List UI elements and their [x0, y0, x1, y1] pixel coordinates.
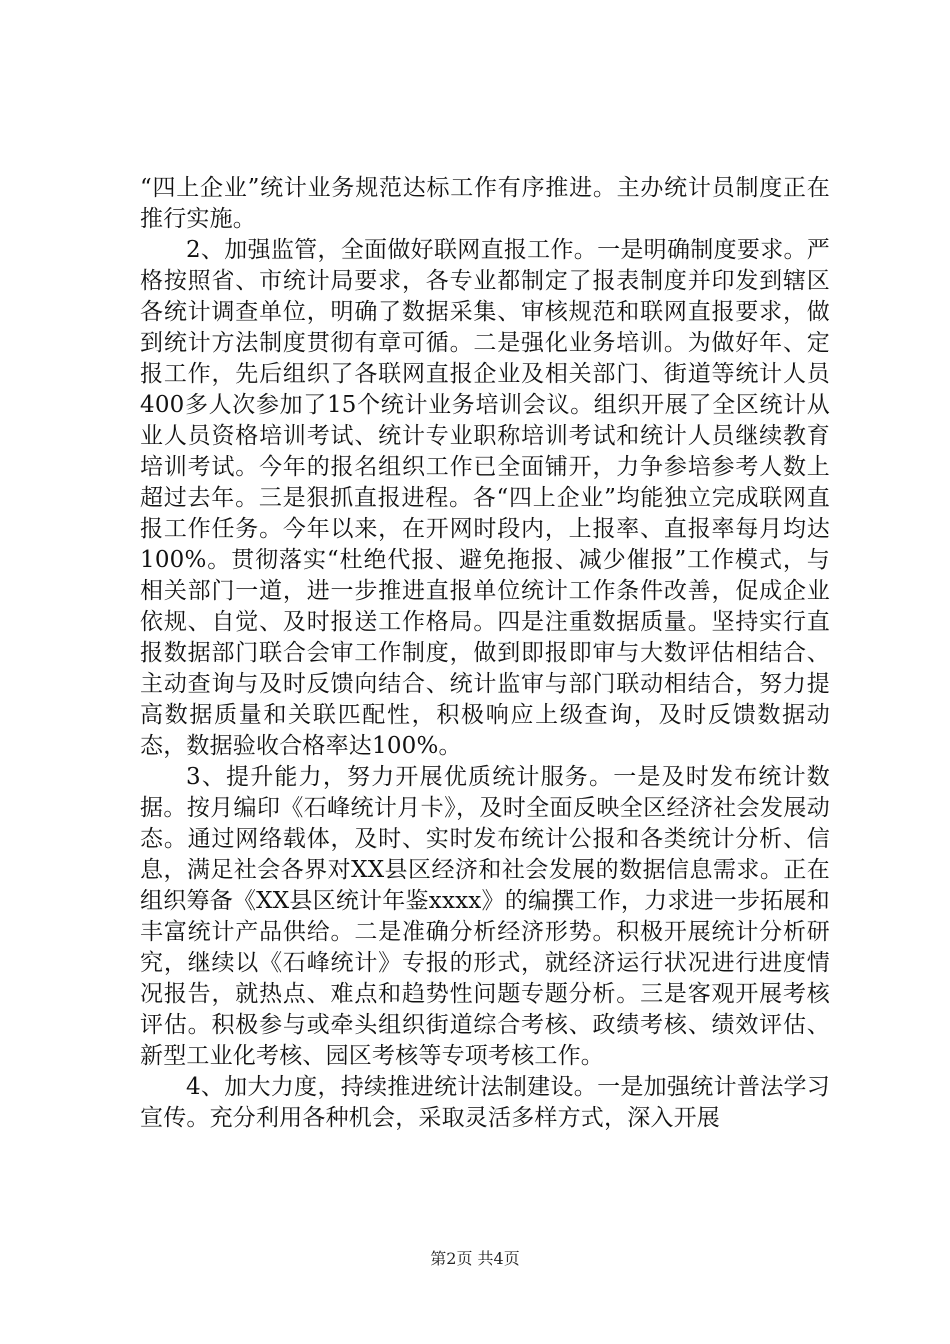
paragraph-section-2: 2、加强监管，全面做好联网直报工作。一是明确制度要求。严格按照省、市统计局要求，各专业都制定了报表制度并印发到辖区各统计调查单位，明确了数据采集、审核规范和联网直报要求，做到统计方法制度贯彻有章可循。二是强化业务培训。为做好年、定报工作，先后组织了各联网直报企业及相关部门、街道等统计人员400多人次参加了15个统计业务培训会议。组织开展了全区统计从业人员资格培训考试、统计专业职称培训考试和统计人员继续教育培训考试。今年的报名组织工作已全面铺开，力争参培参考人数上超过去年。三是狠抓直报进程。各“四上企业”均能独立完成联网直报工作任务。今年以来，在开网时段内，上报率、直报率每月均达100%。贯彻落实“杜绝代报、避免拖报、减少催报”工作模式，与相关部门一道，进一步推进直报单位统计工作条件改善，促成企业依规、自觉、及时报送工作格局。四是注重数据质量。坚持实行直报数据部门联合会审工作制度，做到即报即审与大数评估相结合、主动查询与及时反馈向结合、统计监审与部门联动相结合，努力提高数据质量和关联匹配性，积极响应上级查询，及时反馈数据动态，数据验收合格率达100%。	[140, 237, 830, 759]
document-body	[140, 173, 830, 1134]
page-number-footer: 第2页 共4页	[430, 1249, 520, 1268]
paragraph-section-3: 3、提升能力，努力开展优质统计服务。一是及时发布统计数据。按月编印《石峰统计月卡》，及时全面反映全区经济社会发展动态。通过网络载体，及时、实时发布统计公报和各类统计分析、信息，满足社会各界对XX县区经济和社会发展的数据信息需求。正在组织筹备《XX县区统计年鉴xxxx》的编撰工作，力求进一步拓展和丰富统计产品供给。二是准确分析经济形势。积极开展统计分析研究，继续以《石峰统计》专报的形式，就经济运行状况进行进度情况报告，就热点、难点和趋势性问题专题分析。三是客观开展考核评估。积极参与或牵头组织街道综合考核、政绩考核、绩效评估、新型工业化考核、园区考核等专项考核工作。	[140, 764, 830, 1069]
paragraph-section-4: 4、加大力度，持续推进统计法制建设。一是加强统计普法学习宣传。充分利用各种机会，采取灵活多样方式，深入开展	[140, 1074, 830, 1131]
paragraph-continuation: “四上企业”统计业务规范达标工作有序推进。主办统计员制度正在推行实施。	[140, 175, 830, 232]
